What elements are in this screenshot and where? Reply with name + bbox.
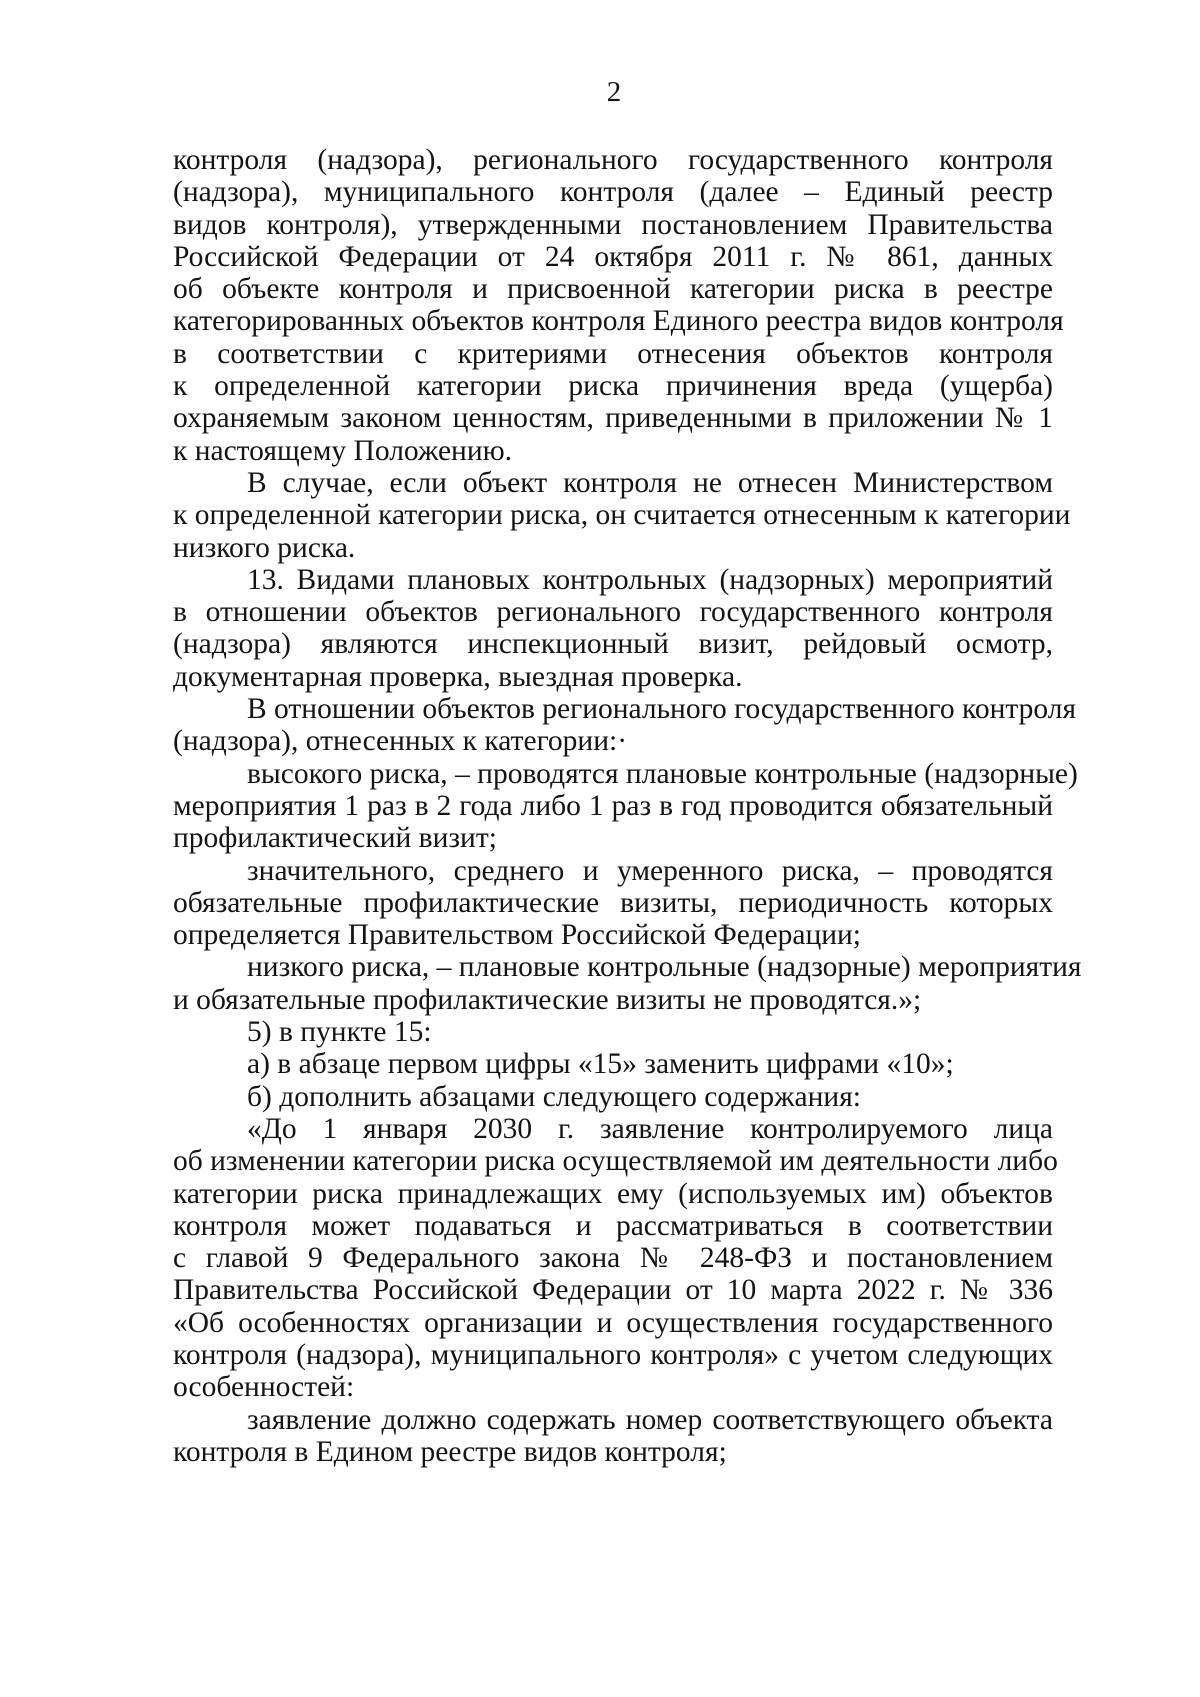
text-line: к определенной категории риска причинения вреда (ущерба): [173, 370, 1053, 403]
text-line: контроля в Едином реестре видов контроля;: [173, 1435, 727, 1468]
text-line: 5) в пункте 15:: [247, 1016, 432, 1049]
text-line: с главой 9 Федерального закона № 248-ФЗ и постановлением: [173, 1242, 1053, 1275]
text-line: особенностей:: [173, 1371, 355, 1404]
document-body: [173, 144, 1082, 1468]
text-line: к настоящему Положению.: [173, 434, 513, 467]
text-line: мероприятия 1 раз в 2 года либо 1 раз в год проводится обязательный: [173, 789, 1053, 822]
page-number: 2: [606, 76, 622, 108]
text-line: низкого риска, – плановые контрольные (надзорные) мероприятия: [247, 951, 1082, 984]
text-line: документарная проверка, выездная проверка.: [173, 660, 743, 693]
text-line: об объекте контроля и присвоенной категории риска в реестре: [173, 273, 1053, 306]
text-line: высокого риска, – проводятся плановые контрольные (надзорные): [247, 757, 1078, 790]
text-line: контроля может подаваться и рассматриваться в соответствии: [173, 1209, 1053, 1242]
text-line: 13. Видами плановых контрольных (надзорных) мероприятий: [247, 563, 1053, 596]
text-line: (надзора) являются инспекционный визит, рейдовый осмотр,: [173, 628, 1053, 661]
text-line: в отношении объектов регионального государственного контроля: [173, 596, 1053, 629]
text-line: об изменении категории риска осуществляемой им деятельности либо: [173, 1145, 1058, 1178]
text-line: (надзора), отнесенных к категории:·: [173, 725, 628, 758]
text-line: В отношении объектов регионального государственного контроля: [247, 693, 1077, 726]
text-line: а) в абзаце первом цифры «15» заменить цифрами «10»;: [247, 1048, 954, 1081]
text-line: (надзора), муниципального контроля (далее – Единый реестр: [173, 176, 1053, 209]
text-line: видов контроля), утвержденными постановлением Правительства: [173, 208, 1053, 241]
text-line: охраняемым законом ценностям, приведенными в приложении № 1: [173, 402, 1053, 435]
text-line: контроля (надзора), муниципального контроля» с учетом следующих: [173, 1338, 1053, 1371]
text-line: низкого риска.: [173, 531, 356, 564]
text-line: категории риска принадлежащих ему (используемых им) объектов: [173, 1177, 1053, 1210]
text-line: заявление должно содержать номер соответствующего объекта: [247, 1403, 1053, 1436]
text-line: Российской Федерации от 24 октября 2011 г. № 861, данных: [173, 240, 1053, 273]
text-line: определяется Правительством Российской Федерации;: [173, 919, 862, 952]
text-line: «До 1 января 2030 г. заявление контролируемого лица: [247, 1112, 1053, 1145]
text-line: значительного, среднего и умеренного риска, – проводятся: [247, 854, 1053, 887]
text-line: контроля (надзора), регионального государственного контроля: [173, 144, 1053, 176]
text-line: В случае, если объект контроля не отнесен Министерством: [247, 466, 1053, 499]
text-line: и обязательные профилактические визиты не проводятся.»;: [173, 983, 922, 1016]
text-line: обязательные профилактические визиты, периодичность которых: [173, 886, 1053, 919]
text-line: профилактический визит;: [173, 822, 497, 855]
text-line: б) дополнить абзацами следующего содержания:: [247, 1080, 861, 1113]
text-line: в соответствии с критериями отнесения объектов контроля: [173, 337, 1053, 370]
text-line: к определенной категории риска, он считается отнесенным к категории: [173, 499, 1071, 532]
text-line: Правительства Российской Федерации от 10 марта 2022 г. № 336: [173, 1274, 1053, 1307]
text-line: «Об особенностях организации и осуществления государственного: [173, 1306, 1053, 1339]
text-line: категорированных объектов контроля Единого реестра видов контроля: [173, 305, 1064, 338]
